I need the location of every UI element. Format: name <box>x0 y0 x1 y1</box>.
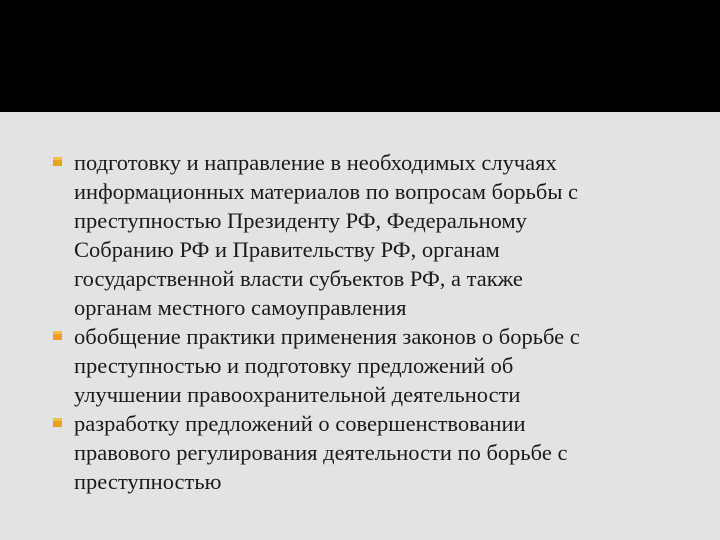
square-bullet-icon <box>53 331 62 340</box>
content-area <box>0 112 720 540</box>
bullet-text-line: преступностью Президенту РФ, Федеральному <box>74 208 527 233</box>
bullet-item <box>50 409 660 496</box>
bullet-text-line: Собранию РФ и Правительству РФ, органам <box>74 237 500 262</box>
bullet-text-line: подготовку и направление в необходимых случаях <box>74 150 557 175</box>
bullet-text-line: правового регулирования деятельности по борьбе с <box>74 440 568 465</box>
bullet-text-line: преступностью <box>74 469 222 494</box>
bullet-text-line: обобщение практики применения законов о борьбе с <box>74 324 580 349</box>
bullet-item <box>50 322 660 409</box>
bullet-text-line: информационных материалов по вопросам борьбы с <box>74 179 579 204</box>
bullet-text-line: улучшении правоохранительной деятельности <box>74 382 521 407</box>
title-band <box>0 0 720 112</box>
bullet-text-line: разработку предложений о совершенствовании <box>74 411 526 436</box>
bullet-list <box>50 148 660 496</box>
bullet-text-line: органам местного самоуправления <box>74 295 407 320</box>
bullet-text-line: преступностью и подготовку предложений об <box>74 353 514 378</box>
square-bullet-icon <box>53 157 62 166</box>
bullet-item <box>50 148 660 322</box>
bullet-text-line: государственной власти субъектов РФ, а также <box>74 266 523 291</box>
square-bullet-icon <box>53 418 62 427</box>
